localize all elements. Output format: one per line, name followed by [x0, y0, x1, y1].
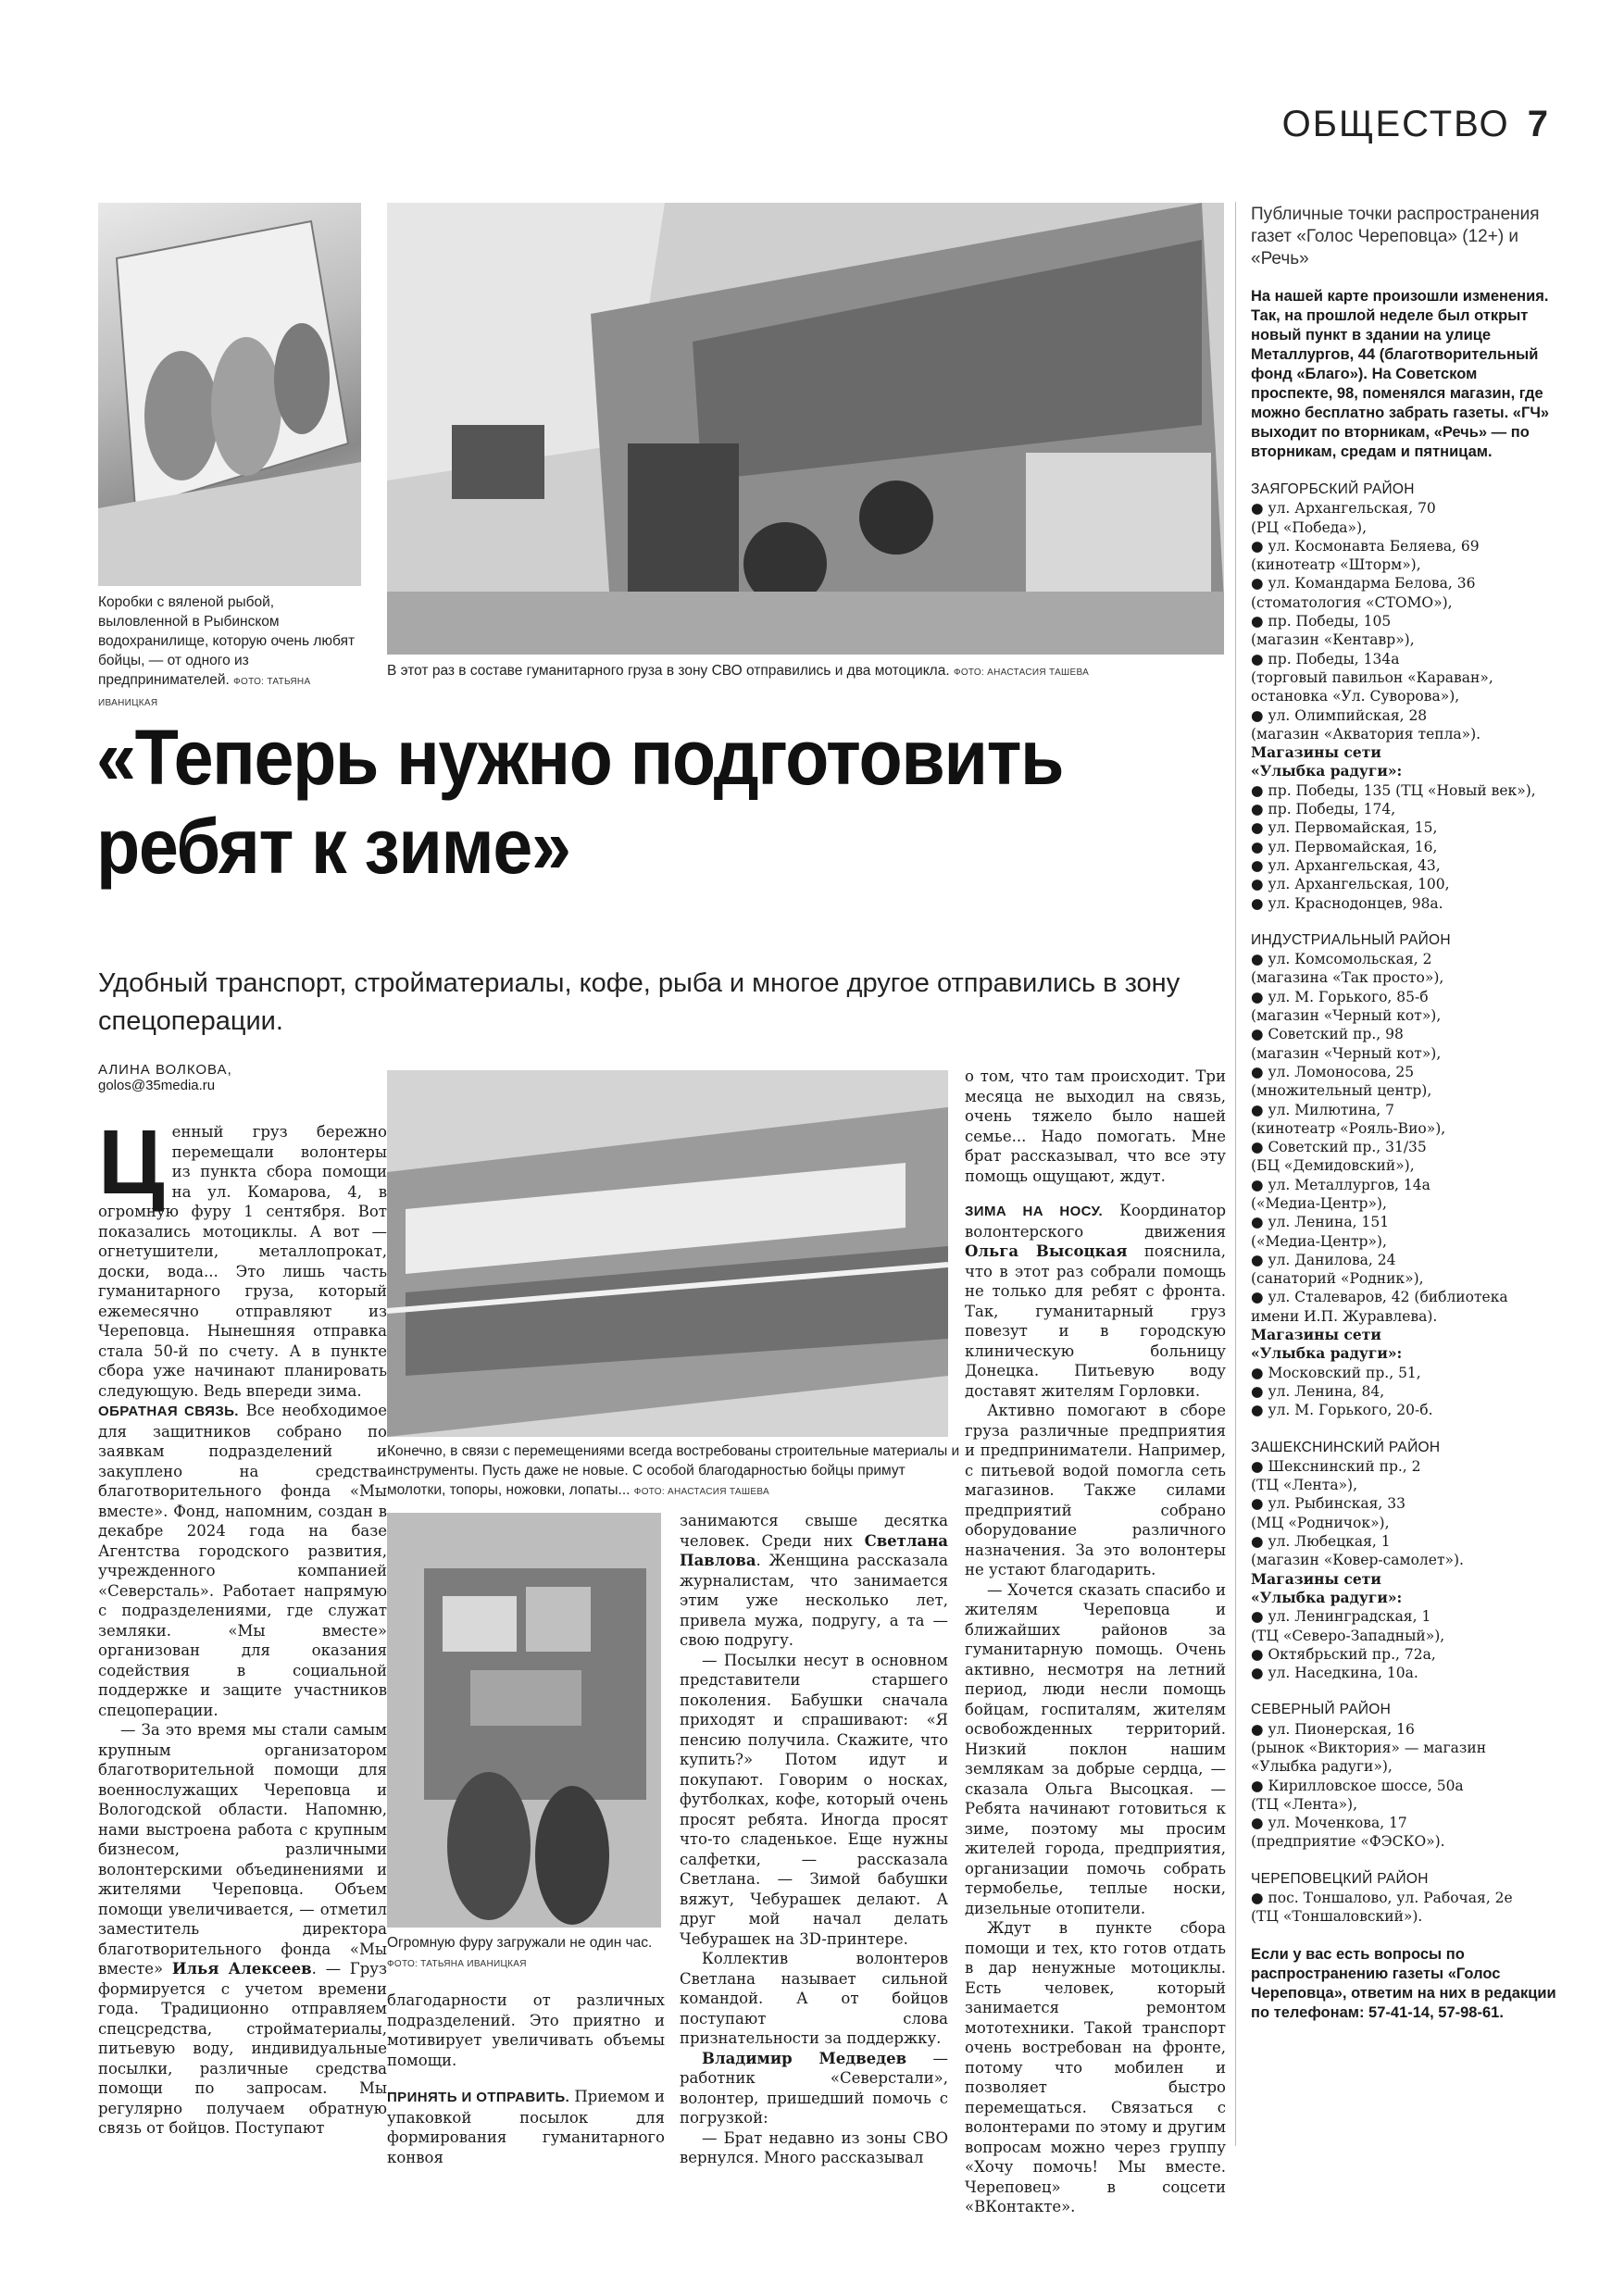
address-line: ● пр. Победы, 135 (ТЦ «Новый век»),: [1251, 781, 1536, 799]
address-line: ● ул. Комсомольская, 2: [1251, 951, 1432, 968]
paragraph: — За это время мы стали самым крупным организатором благотворительной помощи для военнослужащих Череповца и Вологодской области. Напомню, нами выстроена работа с крупным бизнесом, различными волонтерскими объединениями и жителями Череповца. Объем помощи увеличивается, — отметил заместитель директора благотворительного фонда «Мы вместе» Илья Алексеев. — Груз формируется с учетом времени года. Традиционно отправляем спецсредства, стройматериалы, питьевую воду, индивидуальные посылки, различные средства помощи по запросам. Мы регулярно получаем обратную связь от бойцов. Поступают: [98, 1721, 387, 2137]
address-line: ● ул. Архангельская, 100,: [1251, 876, 1450, 893]
address-line: ● ул. Архангельская, 70: [1251, 500, 1436, 518]
chain-heading: Магазины сети: [1251, 743, 1381, 762]
section-name: ОБЩЕСТВО: [1281, 104, 1510, 144]
person-name: Светлана Павлова: [680, 1531, 948, 1569]
chain-heading: «Улыбка радуги»:: [1251, 1588, 1403, 1606]
sidebar-intro: На нашей карте произошли изменения. Так, на прошлой неделе был открыт новый пункт в здании на улице Металлургов, 44 (благотворительный фонд «Благо»). На Советском проспекте, 98, поменялся магазин, где можно бесплатно забрать газеты. «ГЧ» выходит по вторникам, «Речь» — по вторникам, средам и пятницам.: [1251, 288, 1550, 460]
address-line: ● ул. Ленина, 84,: [1251, 1382, 1385, 1400]
loading-credit: ФОТО: ТАТЬЯНА ИВАНИЦКАЯ: [387, 1959, 527, 1969]
byline: [98, 1062, 404, 1093]
address-line: (множительный центр),: [1251, 1082, 1432, 1100]
district-name: ИНДУСТРИАЛЬНЫЙ РАЙОН: [1251, 931, 1451, 948]
paragraph: благодарности от различных подразделений. Это приятно и мотивирует увеличивать объемы помощи.: [387, 1991, 665, 2069]
address-line: ● ул. Рыбинская, 33: [1251, 1495, 1405, 1513]
address-line: («Медиа-Центр»),: [1251, 1232, 1387, 1250]
address-line: (санаторий «Родник»),: [1251, 1270, 1424, 1288]
boards-credit: ФОТО: АНАСТАСИЯ ТАШЕВА: [633, 1487, 769, 1497]
paragraph: о том, что там происходит. Три месяца не выходил на связь, очень тяжело было нашей семье... Надо помогать. Мне брат рассказывал, что все эту помощь ощущают, ждут.: [965, 1067, 1226, 1185]
district-name: СЕВЕРНЫЙ РАЙОН: [1251, 1702, 1392, 1718]
address-line: (магазин «Черный кот»),: [1251, 1044, 1442, 1062]
truck-credit: ФОТО: АНАСТАСИЯ ТАШЕВА: [953, 668, 1090, 678]
paragraph: занимаются свыше десятка человек. Среди них Светлана Павлова. Женщина рассказала журналистам, что занимается этим уже несколько лет, привела мужа, подругу, а та — свою подругу.: [680, 1512, 948, 1649]
paragraph: Активно помогают в сборе груза различные предприятия и предприниматели. Например, с питьевой водой помогла сеть магазинов. Также силами предприятий собрано оборудование различного назначения. За это волонтеры не устают благодарить.: [965, 1402, 1226, 1578]
section-lead-accept: ПРИНЯТЬ И ОТПРАВИТЬ.: [387, 2090, 570, 2105]
address-line: (БЦ «Демидовский»),: [1251, 1157, 1415, 1175]
address-line: (стоматология «СТОМО»),: [1251, 593, 1453, 611]
chain-heading: «Улыбка радуги»:: [1251, 762, 1403, 780]
address-line: ● ул. Ленинградская, 1: [1251, 1608, 1431, 1626]
address-line: (магазин «Ковер-самолет»).: [1251, 1552, 1464, 1569]
address-line: ● ул. М. Горького, 85-б: [1251, 988, 1429, 1005]
address-line: (торговый павильон «Караван»,: [1251, 668, 1493, 686]
paragraph: ЗИМА НА НОСУ. Координатор волонтерского движения Ольга Высоцкая пояснила, что в этот раз собрали помощь не только для ребят с фронта. Так, гуманитарный груз повезут и в городскую клиническую больницу Донецка. Питьевую воду доставят жителям Горловки.: [965, 1202, 1227, 1400]
distribution-sidebar: [1251, 204, 1556, 2023]
address-line: ● ул. Милютина, 7: [1251, 1101, 1395, 1118]
address-line: ● пр. Победы, 105: [1251, 613, 1392, 630]
address-line: ● ул. Наседкина, 10а.: [1251, 1665, 1418, 1682]
address-line: ● ул. Первомайская, 15,: [1251, 819, 1438, 837]
address-line: (магазина «Так просто»),: [1251, 969, 1444, 987]
paragraph: — Брат недавно из зоны СВО вернулся. Много рассказывал: [680, 2128, 948, 2166]
address-line: (ТЦ «Северо-Западный»),: [1251, 1627, 1445, 1644]
person-name: Ольга Высоцкая: [965, 1242, 1128, 1260]
fish-caption: Коробки с вяленой рыбой, выловленной в Рыбинском водохранилище, которую очень любят бойцы, — от одного из предпринимателей. ФОТО: ТАТЬЯНА ИВАНИЦКАЯ: [98, 594, 356, 708]
address-line: («Медиа-Центр»),: [1251, 1194, 1387, 1212]
paragraph: — Хочется сказать спасибо и жителям Череповца и ближайших районов за гуманитарную помощь. Очень активно, несмотря на летний период, люди несли помощь бойцам, госпиталям, жителям освобожденных территорий. Низкий поклон нашим землякам за добрые сердца, — сказала Ольга Высоцкая. — Ребята начинают готовиться к зиме, поэтому мы просим жителей города, предприятия, организации помочь собрать термобелье, теплые носки, дизельные отопители.: [965, 1580, 1226, 1917]
district-name: ЗАШЕКСНИНСКИЙ РАЙОН: [1251, 1439, 1441, 1455]
address-line: ● ул. Металлургов, 14а: [1251, 1176, 1430, 1193]
author-name: АЛИНА ВОЛКОВА,: [98, 1062, 232, 1078]
chain-heading: Магазины сети: [1251, 1569, 1381, 1588]
paragraph: — Посылки несут в основном представители старшего поколения. Бабушки сначала приходят и спрашивают: «Я пенсию получила. Скажите, что купить?» Потом идут и покупают. Говорим о носках, футболках, кофе, который очень просят ребята. Иногда просят что-то сладенькое. Еще нужны салфетки, — рассказала Светлана. — Зимой бабушки вяжут, Чебурашек делают. А друг мой начал делать Чебурашек на 3D-принтере.: [680, 1651, 948, 1948]
address-line: ● ул. Космонавта Беляева, 69: [1251, 537, 1480, 555]
loading-caption: Огромную фуру загружали не один час. ФОТО: ТАТЬЯНА ИВАНИЦКАЯ: [387, 1935, 653, 1969]
address-line: ● ул. Моченкова, 17: [1251, 1815, 1407, 1832]
author-email: golos@35media.ru: [98, 1078, 216, 1093]
truck-photo: [387, 203, 1224, 655]
section-lead-feedback: ОБРАТНАЯ СВЯЗЬ.: [98, 1404, 239, 1419]
headline: [96, 713, 1144, 891]
district-name: ЗАЯГОРБСКИЙ РАЙОН: [1251, 481, 1415, 497]
address-line: ● ул. Сталеваров, 42 (библиотека: [1251, 1289, 1508, 1306]
address-line: ● ул. Пионерская, 16: [1251, 1720, 1415, 1738]
paragraph: ПРИНЯТЬ И ОТПРАВИТЬ. Приемом и упаковкой посылок для формирования гуманитарного конвоя: [387, 2088, 665, 2166]
person-name: Владимир Медведев: [702, 2049, 907, 2067]
address-line: (магазин «Акватория тепла»).: [1251, 725, 1481, 742]
address-line: (магазин «Черный кот»),: [1251, 1007, 1442, 1025]
article-column-1: [98, 1111, 388, 2139]
fish-photo: [98, 203, 361, 586]
address-line: ● пр. Победы, 174,: [1251, 801, 1396, 818]
district-list: [1251, 480, 1556, 1927]
headline-line-1: «Теперь нужно подготовить: [96, 714, 1064, 801]
address-line: «Улыбка радуги»),: [1251, 1758, 1393, 1776]
address-line: ● пр. Победы, 134а: [1251, 650, 1400, 668]
paragraph: Коллектив волонтеров Светлана называет сильной командой. А от бойцов поступают слова признательности за поддержку.: [680, 1950, 948, 2047]
subtitle: Удобный транспорт, стройматериалы, кофе, рыба и многое другое отправились в зону спецоперации.: [98, 968, 1181, 1036]
person-name: Илья Алексеев: [171, 1960, 312, 1978]
paragraph: ОБРАТНАЯ СВЯЗЬ. Все необходимое для защитников собрано по заявкам подразделений и закуплено на средства благотворительного фонда «Мы вместе». Фонд, напомним, создан в декабре 2024 года на базе Агентства городского развития, учрежденного компанией «Северсталь». Работает напрямую с подразделениями, где служат земляки. «Мы вместе» организован для оказания содействия в социальной поддержке и защите участников спецоперации.: [98, 1402, 388, 1719]
address-line: (предприятие «ФЭСКО»).: [1251, 1833, 1445, 1851]
article-column-4: [965, 1067, 1226, 2217]
address-line: имени И.П. Журавлева).: [1251, 1307, 1438, 1325]
headline-line-2: ребят к зиме»: [96, 803, 570, 890]
address-line: ● ул. Данилова, 24: [1251, 1251, 1396, 1268]
article-column-3: [680, 1511, 948, 2168]
article-column-2: [387, 1990, 665, 2167]
address-line: ● Октябрьский пр., 72а,: [1251, 1645, 1436, 1663]
section-lead-winter: ЗИМА НА НОСУ.: [965, 1204, 1104, 1219]
address-line: (кинотеатр «Шторм»),: [1251, 556, 1421, 574]
loading-photo: [387, 1513, 661, 1928]
address-line: (МЦ «Родничок»),: [1251, 1514, 1390, 1531]
address-line: ● Советский пр., 31/35: [1251, 1139, 1427, 1156]
boards-caption: Конечно, в связи с перемещениями всегда востребованы строительные материалы и инструменты. Пусть даже не новые. С особой благодарностью бойцы примут молотки, топоры, ножовки, лопаты... ФОТО: АНАСТАСИЯ ТАШЕВА: [387, 1443, 960, 1498]
address-line: ● ул. Олимпийская, 28: [1251, 706, 1428, 724]
column-divider: [1235, 202, 1236, 2146]
address-line: ● ул. Краснодонцев, 98а.: [1251, 894, 1443, 912]
boards-photo: [387, 1070, 948, 1437]
address-line: (рынок «Виктория» — магазин: [1251, 1740, 1487, 1756]
address-line: ● ул. Любецкая, 1: [1251, 1533, 1391, 1551]
address-line: ● ул. Командарма Белова, 36: [1251, 575, 1476, 593]
address-line: ● ул. Ленина, 151: [1251, 1214, 1390, 1231]
address-line: (кинотеатр «Рояль-Вио»),: [1251, 1119, 1446, 1137]
address-line: ● Шекснинский пр., 2: [1251, 1457, 1421, 1475]
truck-caption: В этот раз в составе гуманитарного груза в зону СВО отправились и два мотоцикла. ФОТО: АНАСТАСИЯ ТАШЕВА: [387, 663, 1090, 679]
address-line: ● Кирилловское шоссе, 50а: [1251, 1777, 1464, 1794]
chain-heading: «Улыбка радуги»:: [1251, 1344, 1403, 1363]
address-line: остановка «Ул. Суворова»),: [1251, 688, 1460, 705]
drop-cap: Ц: [98, 1111, 165, 1213]
address-line: (ТЦ «Лента»),: [1251, 1477, 1358, 1494]
district-name: ЧЕРЕПОВЕЦКИЙ РАЙОН: [1251, 1870, 1429, 1887]
address-line: ● Московский пр., 51,: [1251, 1364, 1421, 1381]
address-line: ● ул. М. Горького, 20-б.: [1251, 1402, 1433, 1419]
chain-heading: Магазины сети: [1251, 1326, 1381, 1344]
address-line: ● ул. Архангельская, 43,: [1251, 856, 1441, 874]
sidebar-title: Публичные точки распространения газет «Голос Череповца» (12+) и «Речь»: [1251, 205, 1540, 268]
paragraph: Ждут в пункте сбора помощи и тех, кто готов отдать в дар ненужные мотоциклы. Есть человек, который занимается ремонтом мототехники. Такой транспорт очень востребован на фронте, потому что мобилен и позволяет быстро перемещаться. Связаться с волонтерами по этому и другим вопросам можно через группу «Хочу помочь! Мы вместе. Череповец» в соцсети «ВКонтакте».: [965, 1919, 1226, 2215]
page-number: 7: [1527, 104, 1550, 144]
address-line: (ТЦ «Тоншаловский»).: [1251, 1908, 1423, 1926]
address-line: (РЦ «Победа»),: [1251, 518, 1367, 536]
intro-paragraph: Ценный груз бережно перемещали волонтеры из пункта сбора помощи на ул. Комарова, 4, в огромную фуру 1 сентября. Вот показались мотоциклы. А вот — огнетушители, металлопрокат, доски, вода... Это лишь часть гуманитарного груза, который ежемесячно отправляют из Череповца. Нынешняя отправка стала 50-й по счету. А в пункте сбора уже начинают планировать следующую. Ведь впереди зима.: [98, 1111, 387, 1400]
address-line: (магазин «Кентавр»),: [1251, 631, 1415, 649]
address-line: ● ул. Первомайская, 16,: [1251, 838, 1438, 855]
page-header: [1282, 104, 1550, 145]
address-line: ● ул. Ломоносова, 25: [1251, 1063, 1415, 1080]
sidebar-contact: Если у вас есть вопросы по распространению газеты «Голос Череповца», ответим на них в редакции по телефонам: 57-41-14, 57-98-61.: [1251, 1945, 1556, 2021]
address-line: ● Советский пр., 98: [1251, 1026, 1404, 1043]
fish-credit: ФОТО: ТАТЬЯНА ИВАНИЦКАЯ: [98, 677, 311, 708]
address-line: (ТЦ «Лента»),: [1251, 1795, 1358, 1813]
address-line: ● пос. Тоншалово, ул. Рабочая, 2е: [1251, 1890, 1513, 1907]
paragraph: Владимир Медведев — работник «Северстали», волонтер, пришедший помочь с погрузкой:: [680, 2049, 949, 2127]
